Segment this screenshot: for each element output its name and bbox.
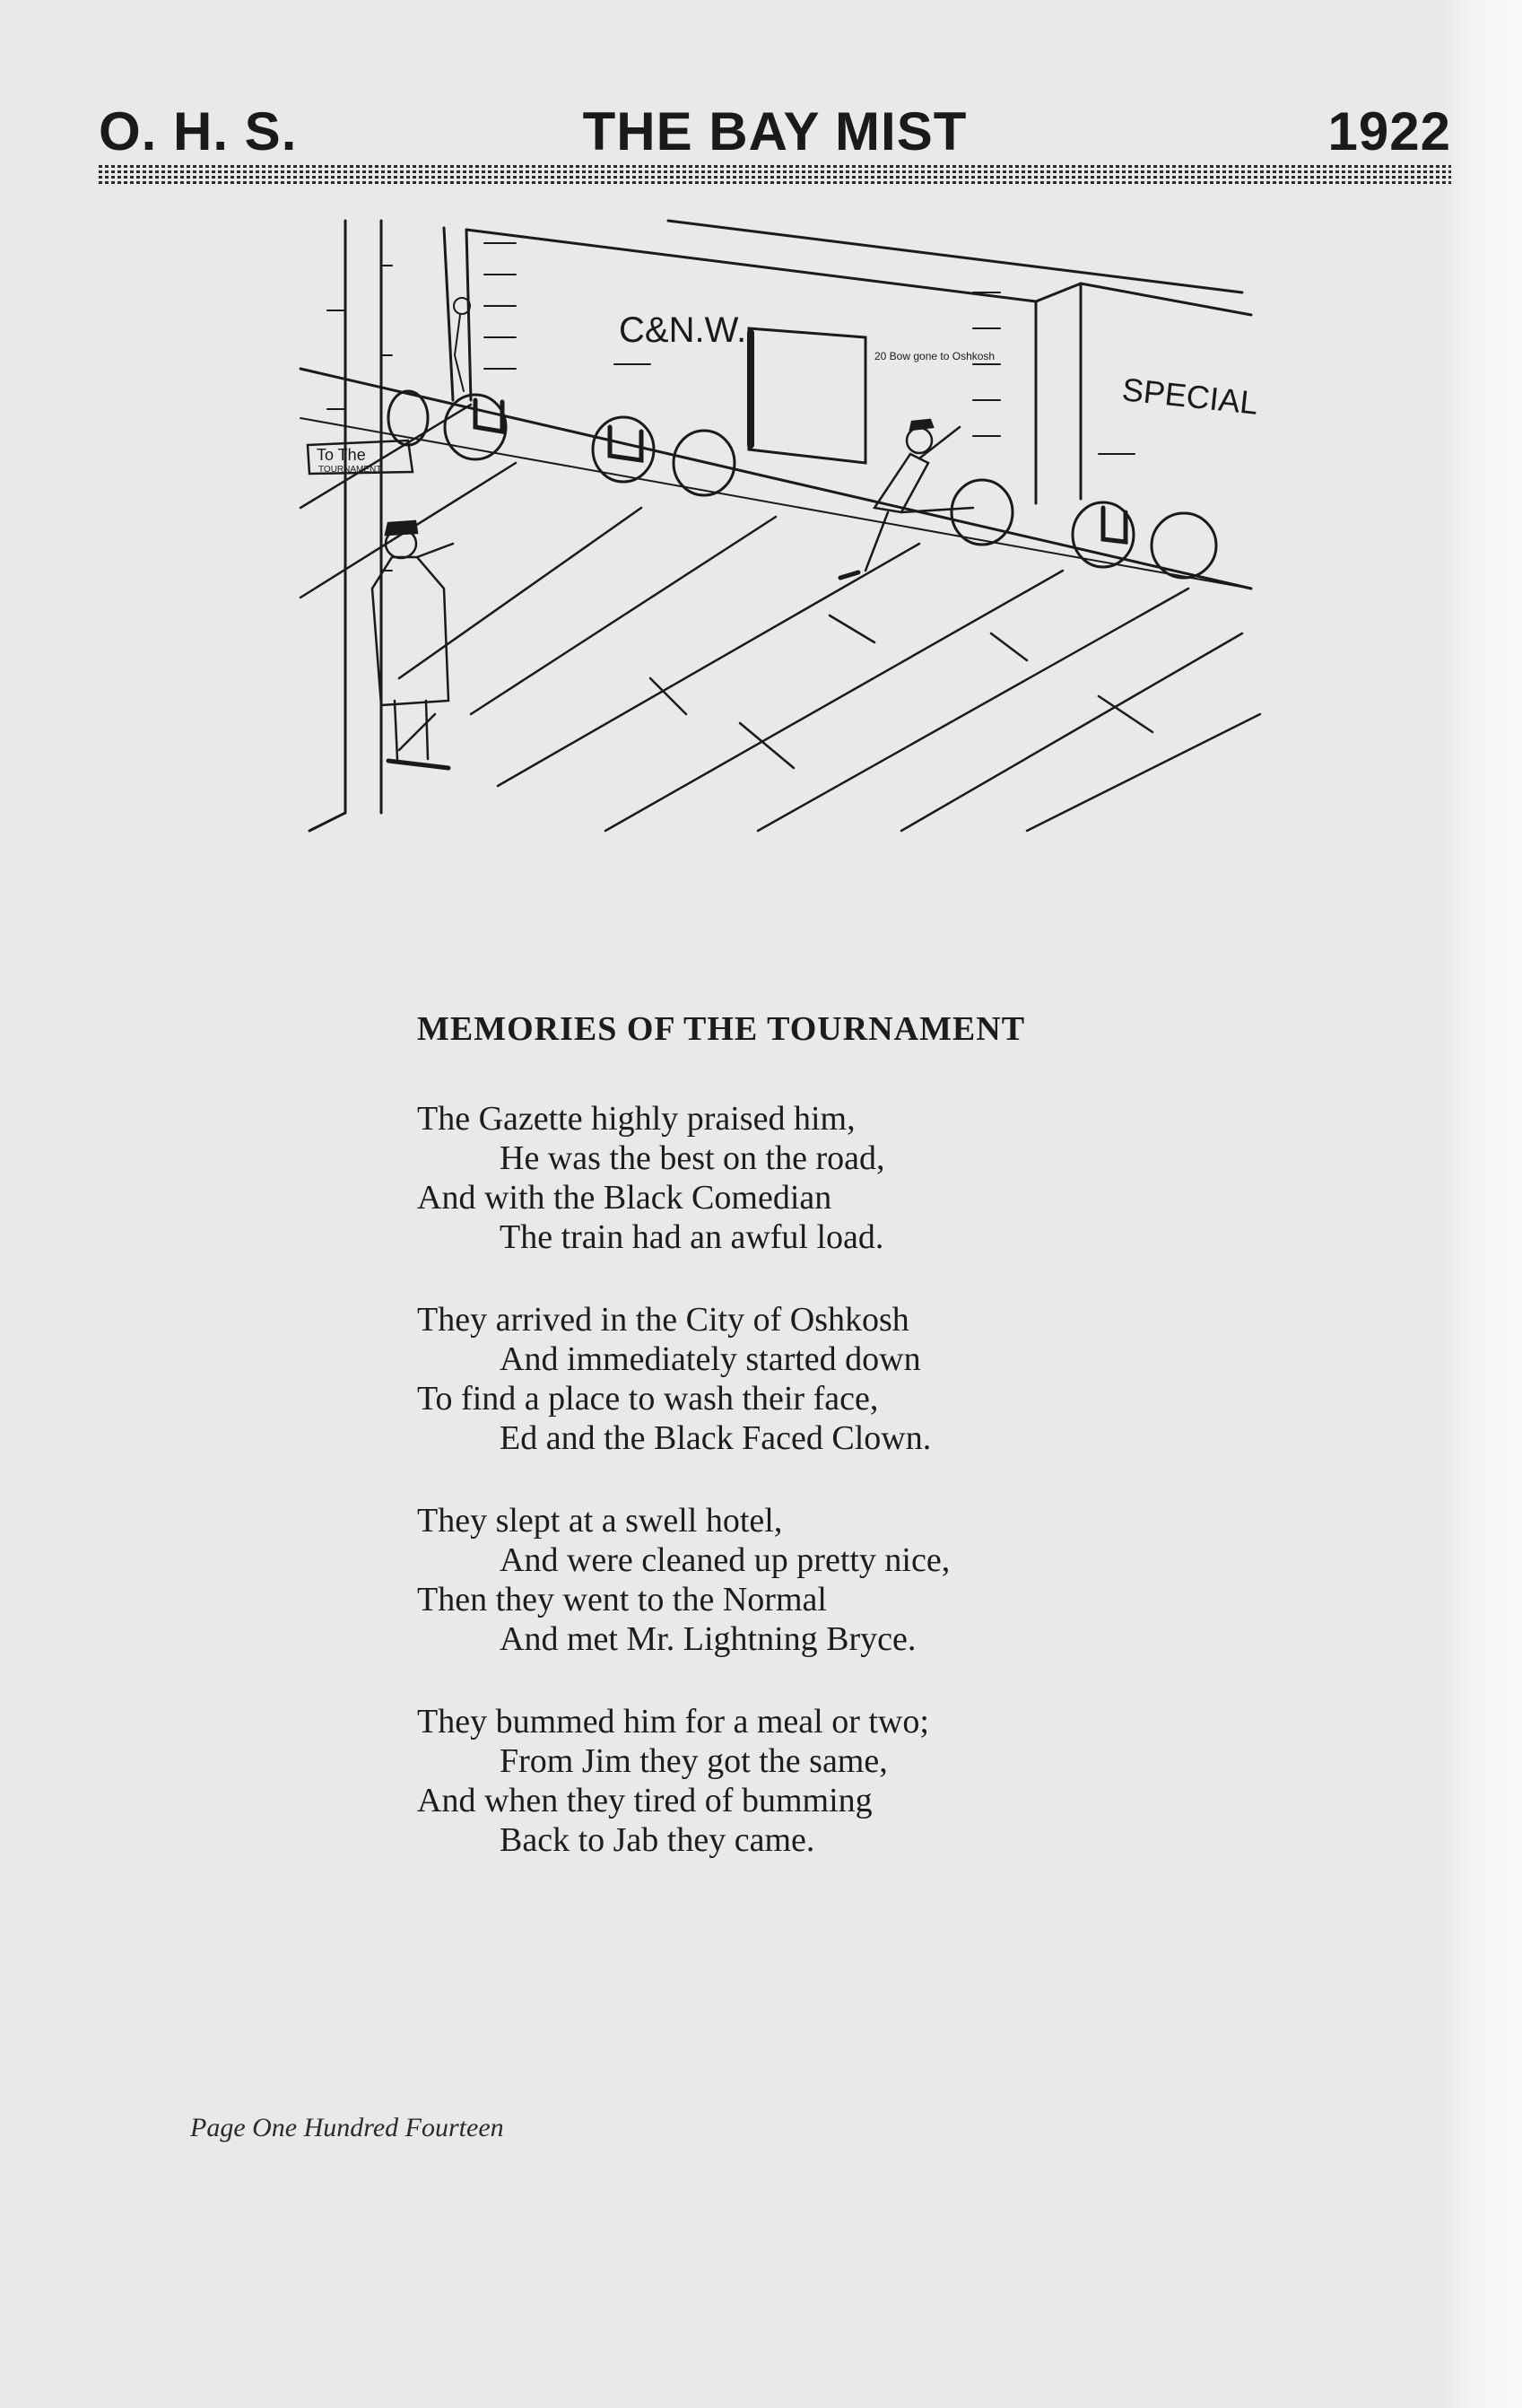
poem-line: Then they went to the Normal [417,1581,827,1618]
poem-line: And with the Black Comedian [417,1179,832,1217]
poem-line: He was the best on the road, [500,1139,885,1177]
door-note: 20 Bow gone to Oshkosh [874,350,996,362]
special-label: SPECIAL [1120,371,1260,422]
poem-line: Ed and the Black Faced Clown. [500,1419,932,1457]
train-station-illustration [291,212,1269,840]
poem-line: The Gazette highly praised him, [417,1100,856,1138]
poem-line: They bummed him for a meal or two; [417,1703,929,1741]
header-school: O. H. S. [99,101,298,161]
poem-line: And were cleaned up pretty nice, [500,1541,951,1579]
poem-line: From Jim they got the same, [500,1742,888,1780]
page-number: Page One Hundred Fourteen [190,2113,504,2142]
poem-line: They arrived in the City of Oshkosh [417,1301,909,1339]
poem-stanza [417,1702,1224,1860]
header-rule [99,164,1451,184]
page-edge [1441,0,1522,2408]
poem-body [417,1099,1224,1903]
poem-stanza [417,1300,1224,1458]
poem-line: And met Mr. Lightning Bryce. [500,1620,917,1658]
poem-line: To find a place to wash their face, [417,1380,879,1418]
poem-stanza [417,1099,1224,1257]
poem-line: They slept at a swell hotel, [417,1502,783,1540]
poem-line: And immediately started down [500,1340,921,1378]
poem-title: MEMORIES OF THE TOURNAMENT [417,1010,1026,1048]
header-year: 1922 [1327,101,1451,161]
poem-line: And when they tired of bumming [417,1782,873,1819]
header-title: THE BAY MIST [582,101,968,161]
poem-stanza [417,1501,1224,1659]
poem-line: Back to Jab they came. [500,1821,815,1859]
sign-line-1: To The [317,446,366,464]
poem-line: The train had an awful load. [500,1218,884,1256]
car-lettering: C&N.W. [619,310,747,350]
running-header [99,100,1451,163]
sign-line-2: TOURNAMENT [318,465,382,475]
